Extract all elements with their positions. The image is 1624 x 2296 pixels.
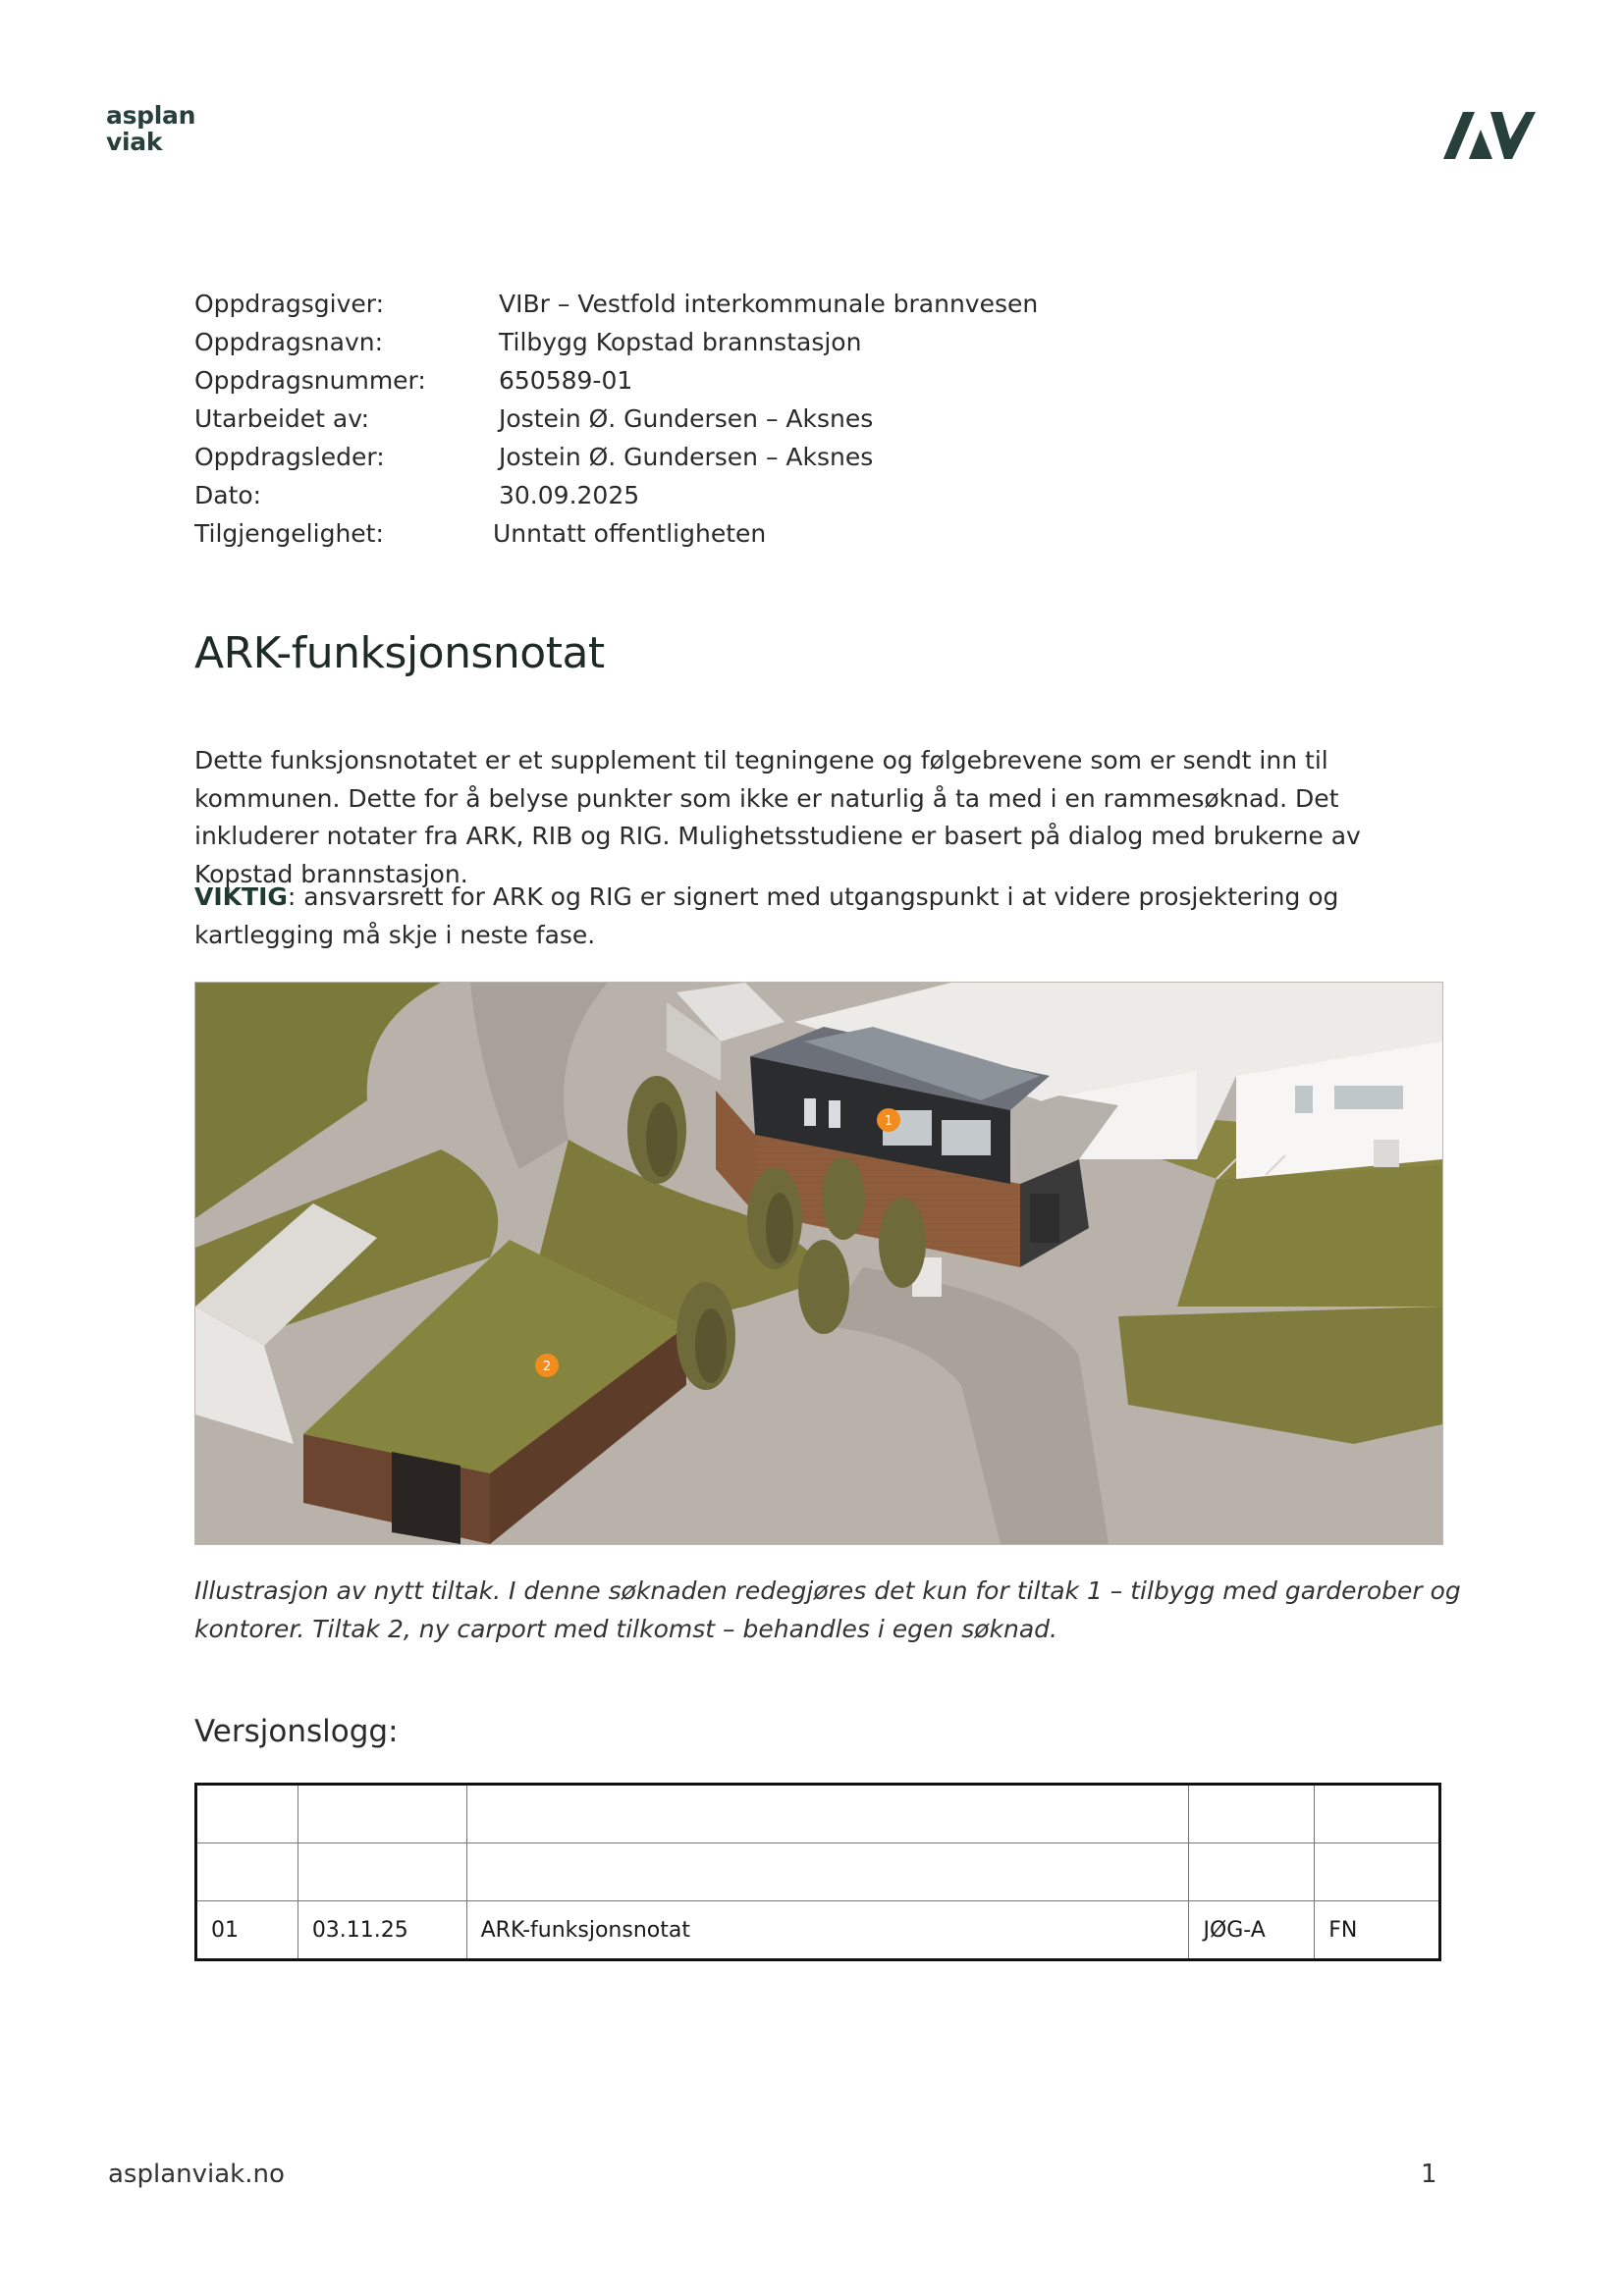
asplan-viak-logo-icon xyxy=(1439,106,1536,163)
important-label: VIKTIG xyxy=(194,882,288,911)
table-cell xyxy=(466,1843,1189,1901)
table-row xyxy=(196,1901,1440,1960)
meta-label: Utarbeidet av: xyxy=(194,404,370,433)
tiltak-1-marker xyxy=(877,1108,900,1132)
meta-label: Oppdragsgiver: xyxy=(194,290,385,318)
site-illustration xyxy=(194,982,1443,1545)
version-date-cell: 03.11.25 xyxy=(298,1901,466,1960)
version-log-heading: Versjonslogg: xyxy=(194,1714,399,1749)
logo-line-2: viak xyxy=(106,128,163,156)
page-number: 1 xyxy=(1421,2160,1437,2189)
version-log-table xyxy=(194,1783,1441,1961)
table-cell xyxy=(1315,1785,1440,1843)
meta-value: Unntatt offentligheten xyxy=(493,519,767,548)
important-text: : ansvarsrett for ARK og RIG er signert med utgangspunkt i at videre prosjektering og kartlegging må skje i neste fase. xyxy=(194,882,1339,949)
table-row xyxy=(196,1785,1440,1843)
meta-label: Dato: xyxy=(194,481,262,509)
meta-label: Tilgjengelighet: xyxy=(194,519,384,548)
table-cell xyxy=(1189,1843,1315,1901)
meta-value: VIBr – Vestfold interkommunale brannvesen xyxy=(499,290,1039,318)
version-reviewer-cell: FN xyxy=(1315,1901,1440,1960)
version-number-cell: 01 xyxy=(196,1901,298,1960)
meta-value: Jostein Ø. Gundersen – Aksnes xyxy=(499,404,874,433)
table-cell xyxy=(298,1843,466,1901)
intro-paragraph: Dette funksjonsnotatet er et supplement til tegningene og følgebrevene som er sendt inn til kommunen. Dette for å belyse punkter som ikke er naturlig å ta med i en rammesøknad. Det inkluderer notater fra ARK, RIB og RIG. Mulighetsstudiene er basert på dialog med brukerne av Kopstad brannstasjon. xyxy=(194,746,1361,888)
marker-1-label: 1 xyxy=(884,1114,893,1129)
table-cell xyxy=(466,1785,1189,1843)
table-cell xyxy=(1189,1785,1315,1843)
table-cell xyxy=(298,1785,466,1843)
meta-label: Oppdragsnavn: xyxy=(194,328,384,356)
marker-2-label: 2 xyxy=(542,1360,552,1374)
important-note xyxy=(194,879,1461,954)
meta-label: Oppdragsleder: xyxy=(194,443,385,471)
document-title: ARK-funksjonsnotat xyxy=(194,628,605,678)
meta-value: Jostein Ø. Gundersen – Aksnes xyxy=(499,443,874,471)
meta-value: 30.09.2025 xyxy=(499,481,640,509)
version-author-cell: JØG-A xyxy=(1189,1901,1315,1960)
table-cell xyxy=(196,1785,298,1843)
table-cell xyxy=(196,1843,298,1901)
logo-line-1: asplan xyxy=(106,101,196,130)
meta-label: Oppdragsnummer: xyxy=(194,366,426,395)
tiltak-2-marker xyxy=(535,1354,559,1377)
table-row xyxy=(196,1843,1440,1901)
version-description-cell: ARK-funksjonsnotat xyxy=(466,1901,1189,1960)
asplan-viak-wordmark xyxy=(106,102,195,155)
footer-website: asplanviak.no xyxy=(108,2160,285,2189)
table-cell xyxy=(1315,1843,1440,1901)
meta-value: 650589-01 xyxy=(499,366,633,395)
illustration-caption: Illustrasjon av nytt tiltak. I denne søknaden redegjøres det kun for tiltak 1 – tilbygg med garderober og kontorer. Tiltak 2, ny carport med tilkomst – behandles i egen søknad. xyxy=(194,1576,1461,1643)
aerial-render xyxy=(195,983,1442,1544)
meta-value: Tilbygg Kopstad brannstasjon xyxy=(499,328,862,356)
